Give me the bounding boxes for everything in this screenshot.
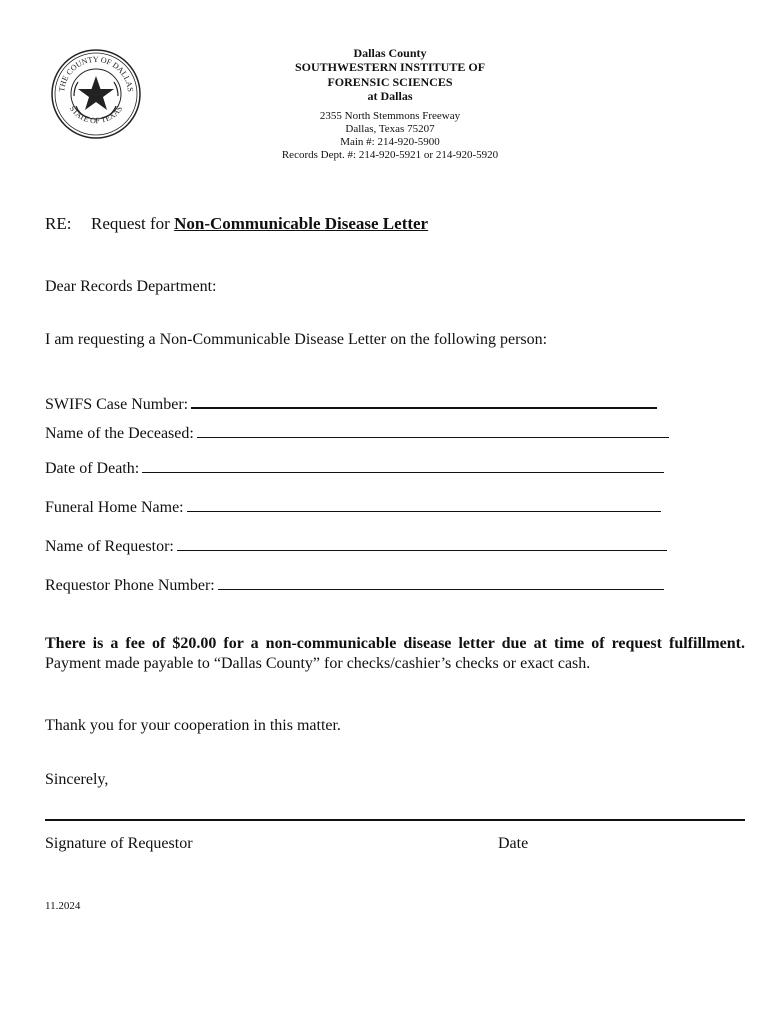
main-phone: Main #: 214-920-5900 — [340, 135, 440, 148]
institute-location: at Dallas — [367, 89, 413, 104]
requestor-phone-label: Requestor Phone Number: — [45, 577, 215, 594]
date-of-death-label: Date of Death: — [45, 460, 140, 477]
re-prefix: Request for — [91, 214, 175, 233]
signature-label: Signature of Requestor — [45, 835, 193, 852]
form-version: 11.2024 — [45, 900, 81, 912]
date-of-death-blank[interactable] — [142, 458, 664, 473]
signature-line[interactable] — [45, 819, 745, 821]
funeral-home-field[interactable] — [45, 497, 661, 517]
seal-star-icon — [78, 76, 114, 110]
funeral-home-blank[interactable] — [187, 497, 661, 512]
county-seal-graphic — [50, 48, 142, 140]
seal-ring-text-top: THE COUNTY OF DALLAS — [57, 54, 135, 93]
fee-notice-bold: There is a fee of $20.00 for a non-communicable disease letter due at time of request fulfillment. — [45, 635, 745, 652]
deceased-name-blank[interactable] — [197, 423, 669, 438]
case-number-field[interactable] — [45, 393, 657, 414]
letterhead — [230, 46, 550, 162]
requestor-name-label: Name of Requestor: — [45, 538, 174, 555]
institute-name-line2: FORENSIC SCIENCES — [327, 74, 453, 89]
re-line — [45, 214, 428, 234]
institute-name-line1: SOUTHWESTERN INSTITUTE OF — [294, 60, 486, 75]
requestor-name-field[interactable] — [45, 536, 667, 556]
thanks-text: Thank you for your cooperation in this matter. — [45, 717, 341, 734]
funeral-home-label: Funeral Home Name: — [45, 499, 184, 516]
fee-notice-rest: Payment made payable to “Dallas County” for checks/cashier’s checks or exact cash. — [45, 655, 591, 672]
requestor-phone-field[interactable] — [45, 575, 664, 595]
city-state-zip: Dallas, Texas 75207 — [345, 122, 435, 135]
salutation: Dear Records Department: — [45, 278, 217, 295]
requestor-phone-blank[interactable] — [218, 575, 664, 590]
case-number-label: SWIFS Case Number: — [45, 396, 189, 413]
records-phone: Records Dept. #: 214-920-5921 or 214-920-5920 — [281, 149, 499, 162]
date-label: Date — [498, 835, 529, 852]
fee-notice — [45, 634, 745, 674]
intro-text: I am requesting a Non-Communicable Disease Letter on the following person: — [45, 331, 548, 348]
deceased-name-field[interactable] — [45, 423, 669, 443]
deceased-name-label: Name of the Deceased: — [45, 425, 194, 442]
county-seal — [50, 48, 142, 140]
county-name: Dallas County — [353, 46, 427, 60]
re-tag: RE: — [45, 214, 72, 233]
case-number-blank[interactable] — [191, 393, 657, 409]
requestor-name-blank[interactable] — [177, 536, 667, 551]
seal-ring-text-bottom: STATE OF TEXAS — [67, 104, 125, 126]
closing-text: Sincerely, — [45, 771, 109, 788]
street-address: 2355 North Stemmons Freeway — [319, 109, 461, 122]
re-subject: Non-Communicable Disease Letter — [174, 214, 429, 233]
date-of-death-field[interactable] — [45, 458, 664, 478]
